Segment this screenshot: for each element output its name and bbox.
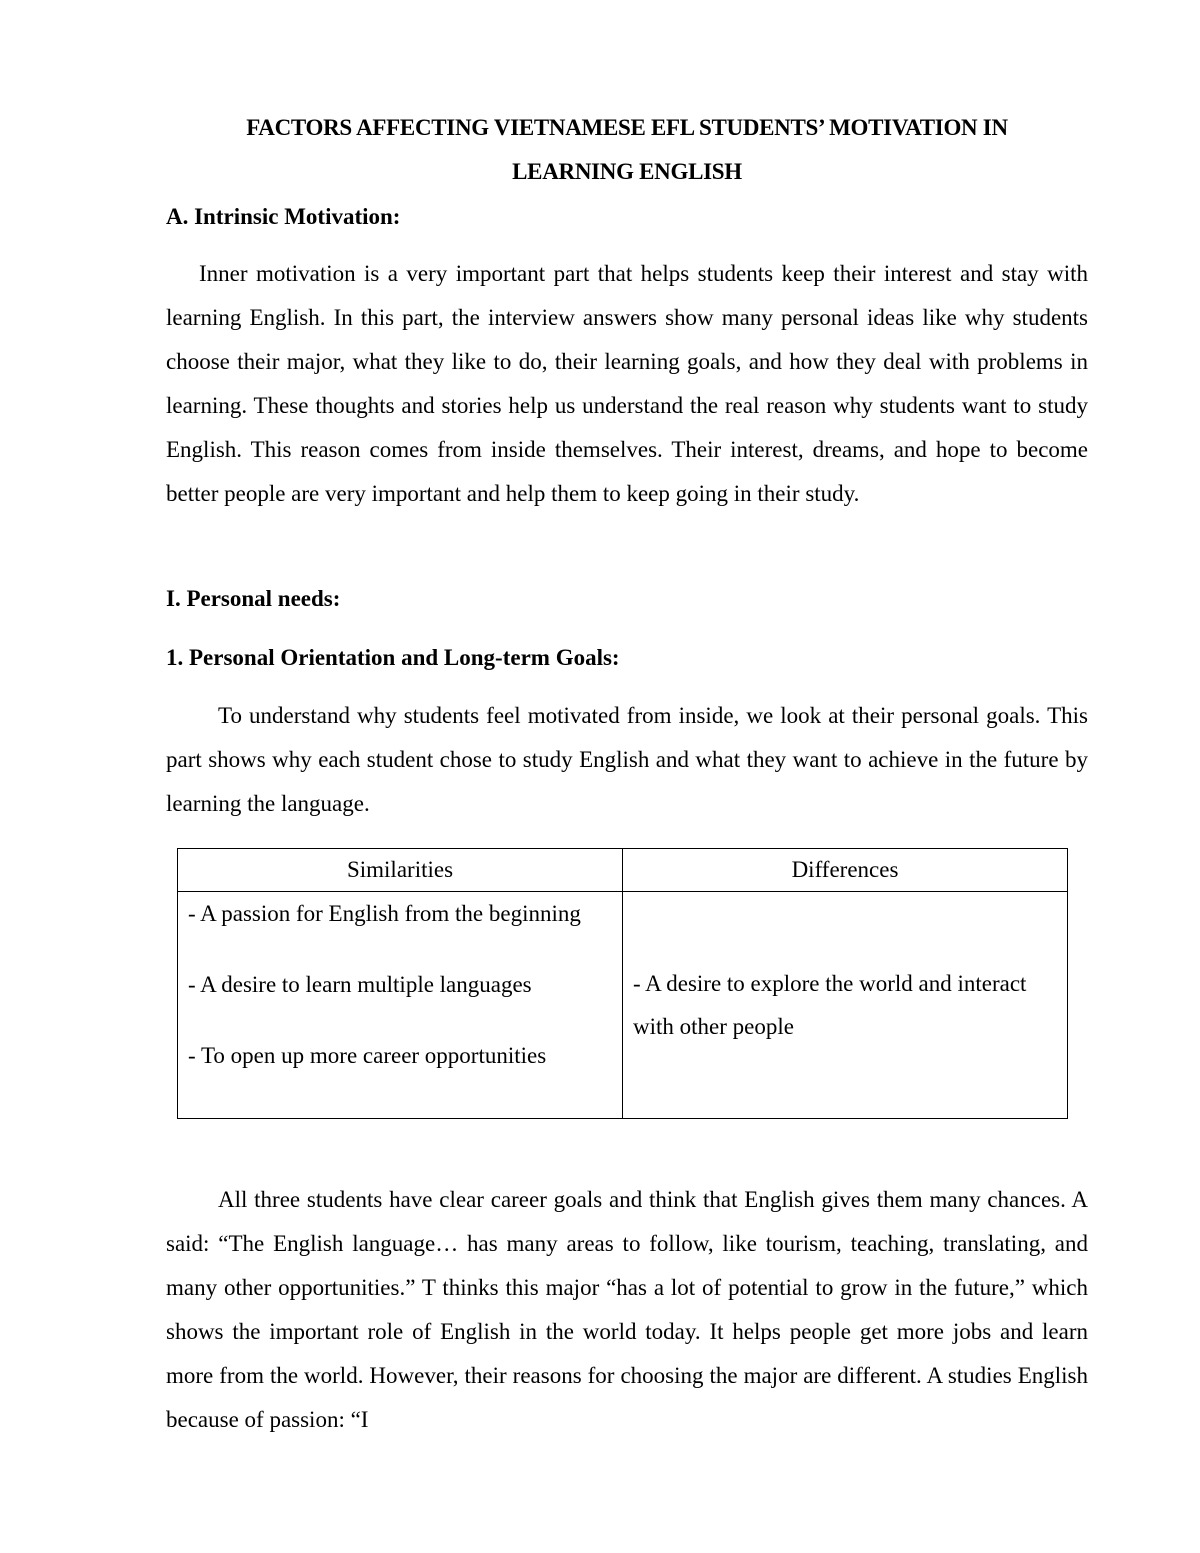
document-title [166, 106, 1088, 194]
title-line-1: FACTORS AFFECTING VIETNAMESE EFL STUDENTS’ MOTIVATION IN [246, 115, 1008, 140]
subsection-1-paragraph: To understand why students feel motivated from inside, we look at their personal goals. This part shows why each student chose to study English and what they want to achieve in the future by learning the language. [166, 703, 1088, 816]
header-differences: Differences [623, 849, 1068, 892]
difference-item: - A desire to explore the world and interact with other people [633, 971, 1027, 1039]
title-line-2: LEARNING ENGLISH [512, 159, 742, 184]
subsection-1-heading: 1. Personal Orientation and Long-term Goals: [166, 645, 620, 670]
section-i-heading: I. Personal needs: [166, 586, 341, 611]
closing-paragraph: All three students have clear career goals and think that English gives them many chances. A said: “The English language… has many areas to follow, like tourism, teaching, translating, and many other opportunities.” T thinks this major “has a lot of potential to grow in the future,” which shows the important role of English in the world today. It helps people get more jobs and learn more from the world. However, their reasons for choosing the major are different. A studies English because of passion: “I [166, 1187, 1088, 1432]
similarity-item: - To open up more career opportunities [188, 1043, 547, 1068]
section-a-paragraph: Inner motivation is a very important part that helps students keep their interest and stay with learning English. In this part, the interview answers show many personal ideas like why students choose their major, what they like to do, their learning goals, and how they deal with problems in learning. These thoughts and stories help us understand the real reason why students want to study English. This reason comes from inside themselves. Their interest, dreams, and hope to become better people are very important and help them to keep going in their study. [166, 261, 1088, 506]
comparison-table [177, 848, 1068, 1119]
similarity-item: - A desire to learn multiple languages [188, 972, 532, 997]
similarities-cell [178, 892, 623, 1119]
section-a-heading: A. Intrinsic Motivation: [166, 204, 401, 229]
table-row [178, 892, 1068, 1119]
table-header-row [178, 849, 1068, 892]
similarity-item: - A passion for English from the beginning [188, 901, 581, 926]
header-similarities: Similarities [178, 849, 623, 892]
differences-cell [623, 892, 1068, 1119]
